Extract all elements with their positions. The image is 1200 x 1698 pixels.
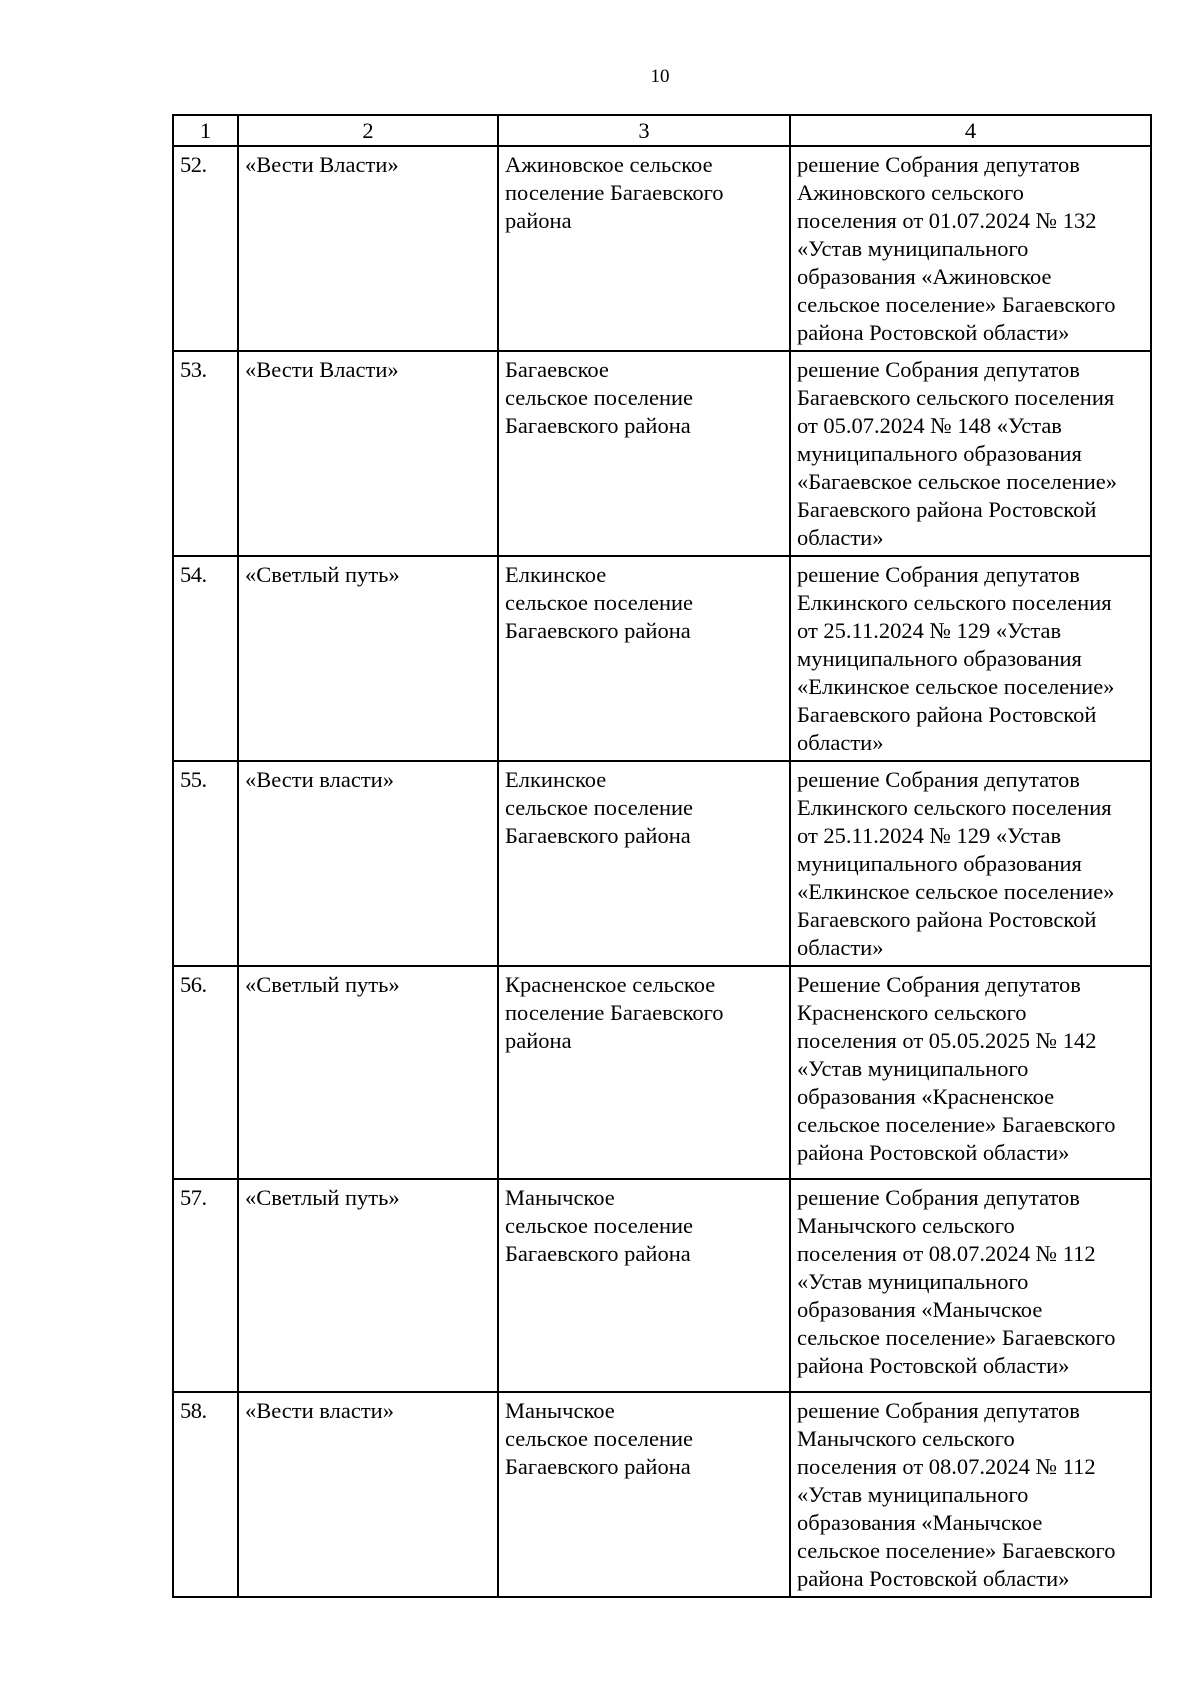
row-number: 53. [173,351,238,556]
decision-text: решение Собрания депутатов Ажиновского сельского поселения от 01.07.2024 № 132 «Устав муниципального образования «Ажиновское сельское поселение» Багаевского района Ростовской области» [790,146,1151,351]
table-row [173,146,1151,351]
publication-name: «Вести Власти» [238,146,498,351]
settlement-name: Манычское сельское поселение Багаевского района [498,1179,790,1392]
table-row [173,351,1151,556]
publication-name: «Светлый путь» [238,966,498,1179]
column-header: 4 [790,115,1151,146]
row-number: 56. [173,966,238,1179]
page-number: 10 [650,66,670,87]
decision-text: решение Собрания депутатов Манычского сельского поселения от 08.07.2024 № 112 «Устав муниципального образования «Манычское сельское поселение» Багаевского района Ростовской области» [790,1179,1151,1392]
decision-text: решение Собрания депутатов Елкинского сельского поселения от 25.11.2024 № 129 «Устав муниципального образования «Елкинское сельское поселение» Багаевского района Ростовской области» [790,556,1151,761]
column-header: 3 [498,115,790,146]
decision-text: решение Собрания депутатов Елкинского сельского поселения от 25.11.2024 № 129 «Устав муниципального образования «Елкинское сельское поселение» Багаевского района Ростовской области» [790,761,1151,966]
settlement-name: Манычское сельское поселение Багаевского района [498,1392,790,1597]
row-number: 52. [173,146,238,351]
table-row [173,1392,1151,1597]
row-number: 54. [173,556,238,761]
decision-text: решение Собрания депутатов Багаевского сельского поселения от 05.07.2024 № 148 «Устав муниципального образования «Багаевское сельское поселение» Багаевского района Ростовской области» [790,351,1151,556]
publication-name: «Вести Власти» [238,351,498,556]
settlement-name: Ажиновское сельское поселение Багаевского района [498,146,790,351]
publication-name: «Вести власти» [238,1392,498,1597]
column-header: 1 [173,115,238,146]
column-header: 2 [238,115,498,146]
publication-name: «Вести власти» [238,761,498,966]
table-row [173,556,1151,761]
row-number: 58. [173,1392,238,1597]
publication-name: «Светлый путь» [238,556,498,761]
decision-text: решение Собрания депутатов Манычского сельского поселения от 08.07.2024 № 112 «Устав муниципального образования «Манычское сельское поселение» Багаевского района Ростовской области» [790,1392,1151,1597]
table-header-row [173,115,1151,146]
publication-name: «Светлый путь» [238,1179,498,1392]
table-row [173,761,1151,966]
settlement-name: Красненское сельское поселение Багаевского района [498,966,790,1179]
table-row [173,1179,1151,1392]
decision-text: Решение Собрания депутатов Красненского сельского поселения от 05.05.2025 № 142 «Устав муниципального образования «Красненское сельское поселение» Багаевского района Ростовской области» [790,966,1151,1179]
table-row [173,966,1151,1179]
settlement-name: Багаевское сельское поселение Багаевского района [498,351,790,556]
settlement-name: Елкинское сельское поселение Багаевского района [498,761,790,966]
settlement-name: Елкинское сельское поселение Багаевского района [498,556,790,761]
row-number: 55. [173,761,238,966]
row-number: 57. [173,1179,238,1392]
registry-table [172,114,1152,1598]
